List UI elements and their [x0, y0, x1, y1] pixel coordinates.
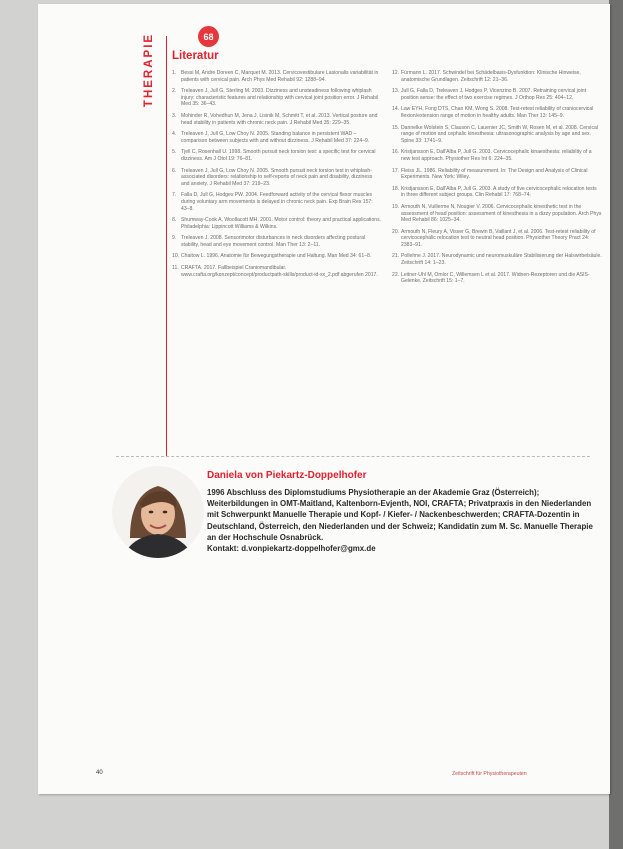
scan-edge — [609, 0, 623, 849]
reference-item: 9. Treleaven J. 2008. Sensorimotor disturbances in neck disorders affecting postural stability, head and eye movement control. Man Ther 13: 2–11. — [172, 235, 366, 248]
section-label: THERAPIE — [143, 32, 155, 108]
author-bio — [207, 487, 597, 554]
reference-item: 1. Bessi M, Andre Doreen C, Marquet M. 2013. Cervicovestibulare Lasionalis variabilität in patients with cervical pain. Arch Phys Med Rehabil 92: 1288–94. — [172, 70, 379, 83]
reference-item: 22. Leitner-Uhl M, Omlor C, Willemsen L et al. 2017. Widnen-Rezeptoren und die ASIS-Gelenke. Zeitschrift 15: 1–7. — [392, 271, 590, 285]
reference-item: 15. Dannelke Wolstein S, Clauson C, Lauenier JC, Smith W, Rosen M, et al. 2008. Cervical range of motion and cephalic kinesthesia: ultrasonographic analysis by age and sex. Spine 33: 1741–9. — [392, 124, 598, 144]
reference-item: 19. Armouth N, Vuillerme N, Nougier V. 2006. Cervicocephalic kinesthetic test in the assessment of head position: assessment of kinesthesia in a dizzy population. Arch Phys Med Rehabil 86: 1025–34. — [392, 203, 602, 224]
reference-item: 3. Mohinder R, Vohedhun M, Jena J, Lisinik M, Schmitt T, et al. 2013. Vertical posture and head stability in patients with chronic neck pain. J Rehabil Med 35: 229–35. — [172, 112, 378, 126]
author-bio-text: 1996 Abschluss des Diplomstudiums Physiotherapie an der Akademie Graz (Österreich); Weiterbildungen in OMT-Maitland, Kaltenborn-Evjenth, NOI, CRAFTA; Privatpraxis in den Niederlanden mit Schwerpunkt Manuelle Therapie und Kopf- / Kiefer- / Nackenbeschwerden; CRAFTA-Dozentin in Deutschland, Österreich, den Niederlanden und der Schweiz; Kandidatin zum M. Sc. Manuelle Therapie an der Hochschule Osnabrück. — [207, 488, 593, 542]
running-footer: Zeitschrift für Physiotherapeuten — [452, 771, 527, 777]
literature-title: Literatur — [172, 50, 219, 62]
reference-item: 6. Treleaven J, Jull G, Low Choy N. 2005. Smooth pursuit neck torsion test in whiplash-associated disorders: relationship to self-reports of neck pain and disability, dizziness and anxiety. J Rehabil Med 37: 219–23. — [172, 167, 373, 187]
reference-item: 20. Armouth N, Fleury A, Visser G, Brewin B, Vaillant J, et al. 2006. Test-retest reliability of cervicocephalic relocation test to neutral head position. Physiother Theory Pract 24: 2383–91. — [392, 228, 596, 248]
section-divider — [116, 456, 590, 457]
reference-item: 11. CRAFTA. 2017. Fallbeispiel Craniomandibular. www.crafta.org/konzept/concept/productpath-skills/product-id-xx_2.pdf abgerufen 2017. — [172, 265, 378, 278]
reference-item: 4. Treleaven J, Jull G, Low Choy N. 2005. Standing balance in persistent WAD – comparison between subjects with and without dizziness. J Rehabil Med 37: 224–9. — [172, 131, 370, 144]
reference-item: 17. Fleiss JL. 1986. Reliability of measurement. In: The Design and Analysis of Clinical Experiments. New York: Wiley. — [392, 167, 588, 181]
author-photo — [112, 466, 204, 558]
reference-item: 10. Chaitow L. 1996. Anatomie für Bewegungstherapie und Haltung. Man Med 34: 61–8. — [172, 253, 372, 260]
reference-item: 2. Treleaven J, Jull G, Sterling M. 2003. Dizziness and unsteadiness following whiplash injury: characteristic features and relationship with cervical joint position error. J Rehabil Med 35: 36–43. — [172, 88, 379, 108]
reference-item: 18. Kristjansson E, Dall'Alba P, Jull G. 2003. A study of five cervicocephalic relocation tests in three different subject groups. Clin Rehabil 17: 768–74. — [392, 185, 597, 199]
reference-item: 16. Kristjansson E, Dall'Alba P, Jull G. 2003. Cervicocephalic kinaesthesia: reliability of a new test approach. Physiother Res Int 6: 224–35. — [392, 149, 592, 162]
section-rule — [166, 36, 167, 456]
reference-item: 7. Falla D, Jull G, Hodges PW. 2004. Feedforward activity of the cervical flexor muscles during voluntary arm movements is delayed in chronic neck pain. Exp Brain Res 157: 43–8. — [172, 192, 373, 212]
reference-item: 12. Fürmann L. 2017. Schwindel bei Schädelbasis-Dysfunktion: Klinische Hinweise, anatomische Grundlagen. Zeitschrift 12: 21–36. — [392, 70, 581, 83]
reference-item: 14. Law EYH, Fong DTS, Chan KM, Wong S. 2008. Test-retest reliability of craniocervical flexion/extension range of motion in healthy adults. Man Ther 13: 145–9. — [392, 106, 594, 119]
page-badge: 68 — [198, 26, 219, 47]
author-name: Daniela von Piekartz-Doppelhofer — [207, 470, 367, 481]
reference-item: 21. Pollehne J. 2017. Neurodynamic und neuromuskuläre Stabilisierung der Halswirbelsäule. Zeitschrift 14: 1–23. — [392, 253, 602, 267]
page-number: 40 — [96, 770, 103, 776]
reference-item: 5. Tjell C, Rosenhall U. 1998. Smooth pursuit neck torsion test: a specific test for cervical dizziness. Am J Otol 19: 76–81. — [172, 149, 376, 162]
reference-list-right — [392, 70, 602, 290]
reference-list-left — [172, 70, 382, 283]
reference-item: 13. Jull G, Falla D, Treleaven J, Hodges P, Vicenzino B. 2007. Retraining cervical joint position sense: the effect of two exercise regimes. J Orthop Res 25: 404–12. — [392, 88, 586, 101]
author-contact: Kontakt: d.vonpiekartz-doppelhofer@gmx.de — [207, 544, 376, 554]
reference-item: 8. Shumway-Cook A, Woollacott MH. 2001. Motor control: theory and practical applications. Philadelphia: Lippincott Williams & Wilkins. — [172, 217, 382, 230]
